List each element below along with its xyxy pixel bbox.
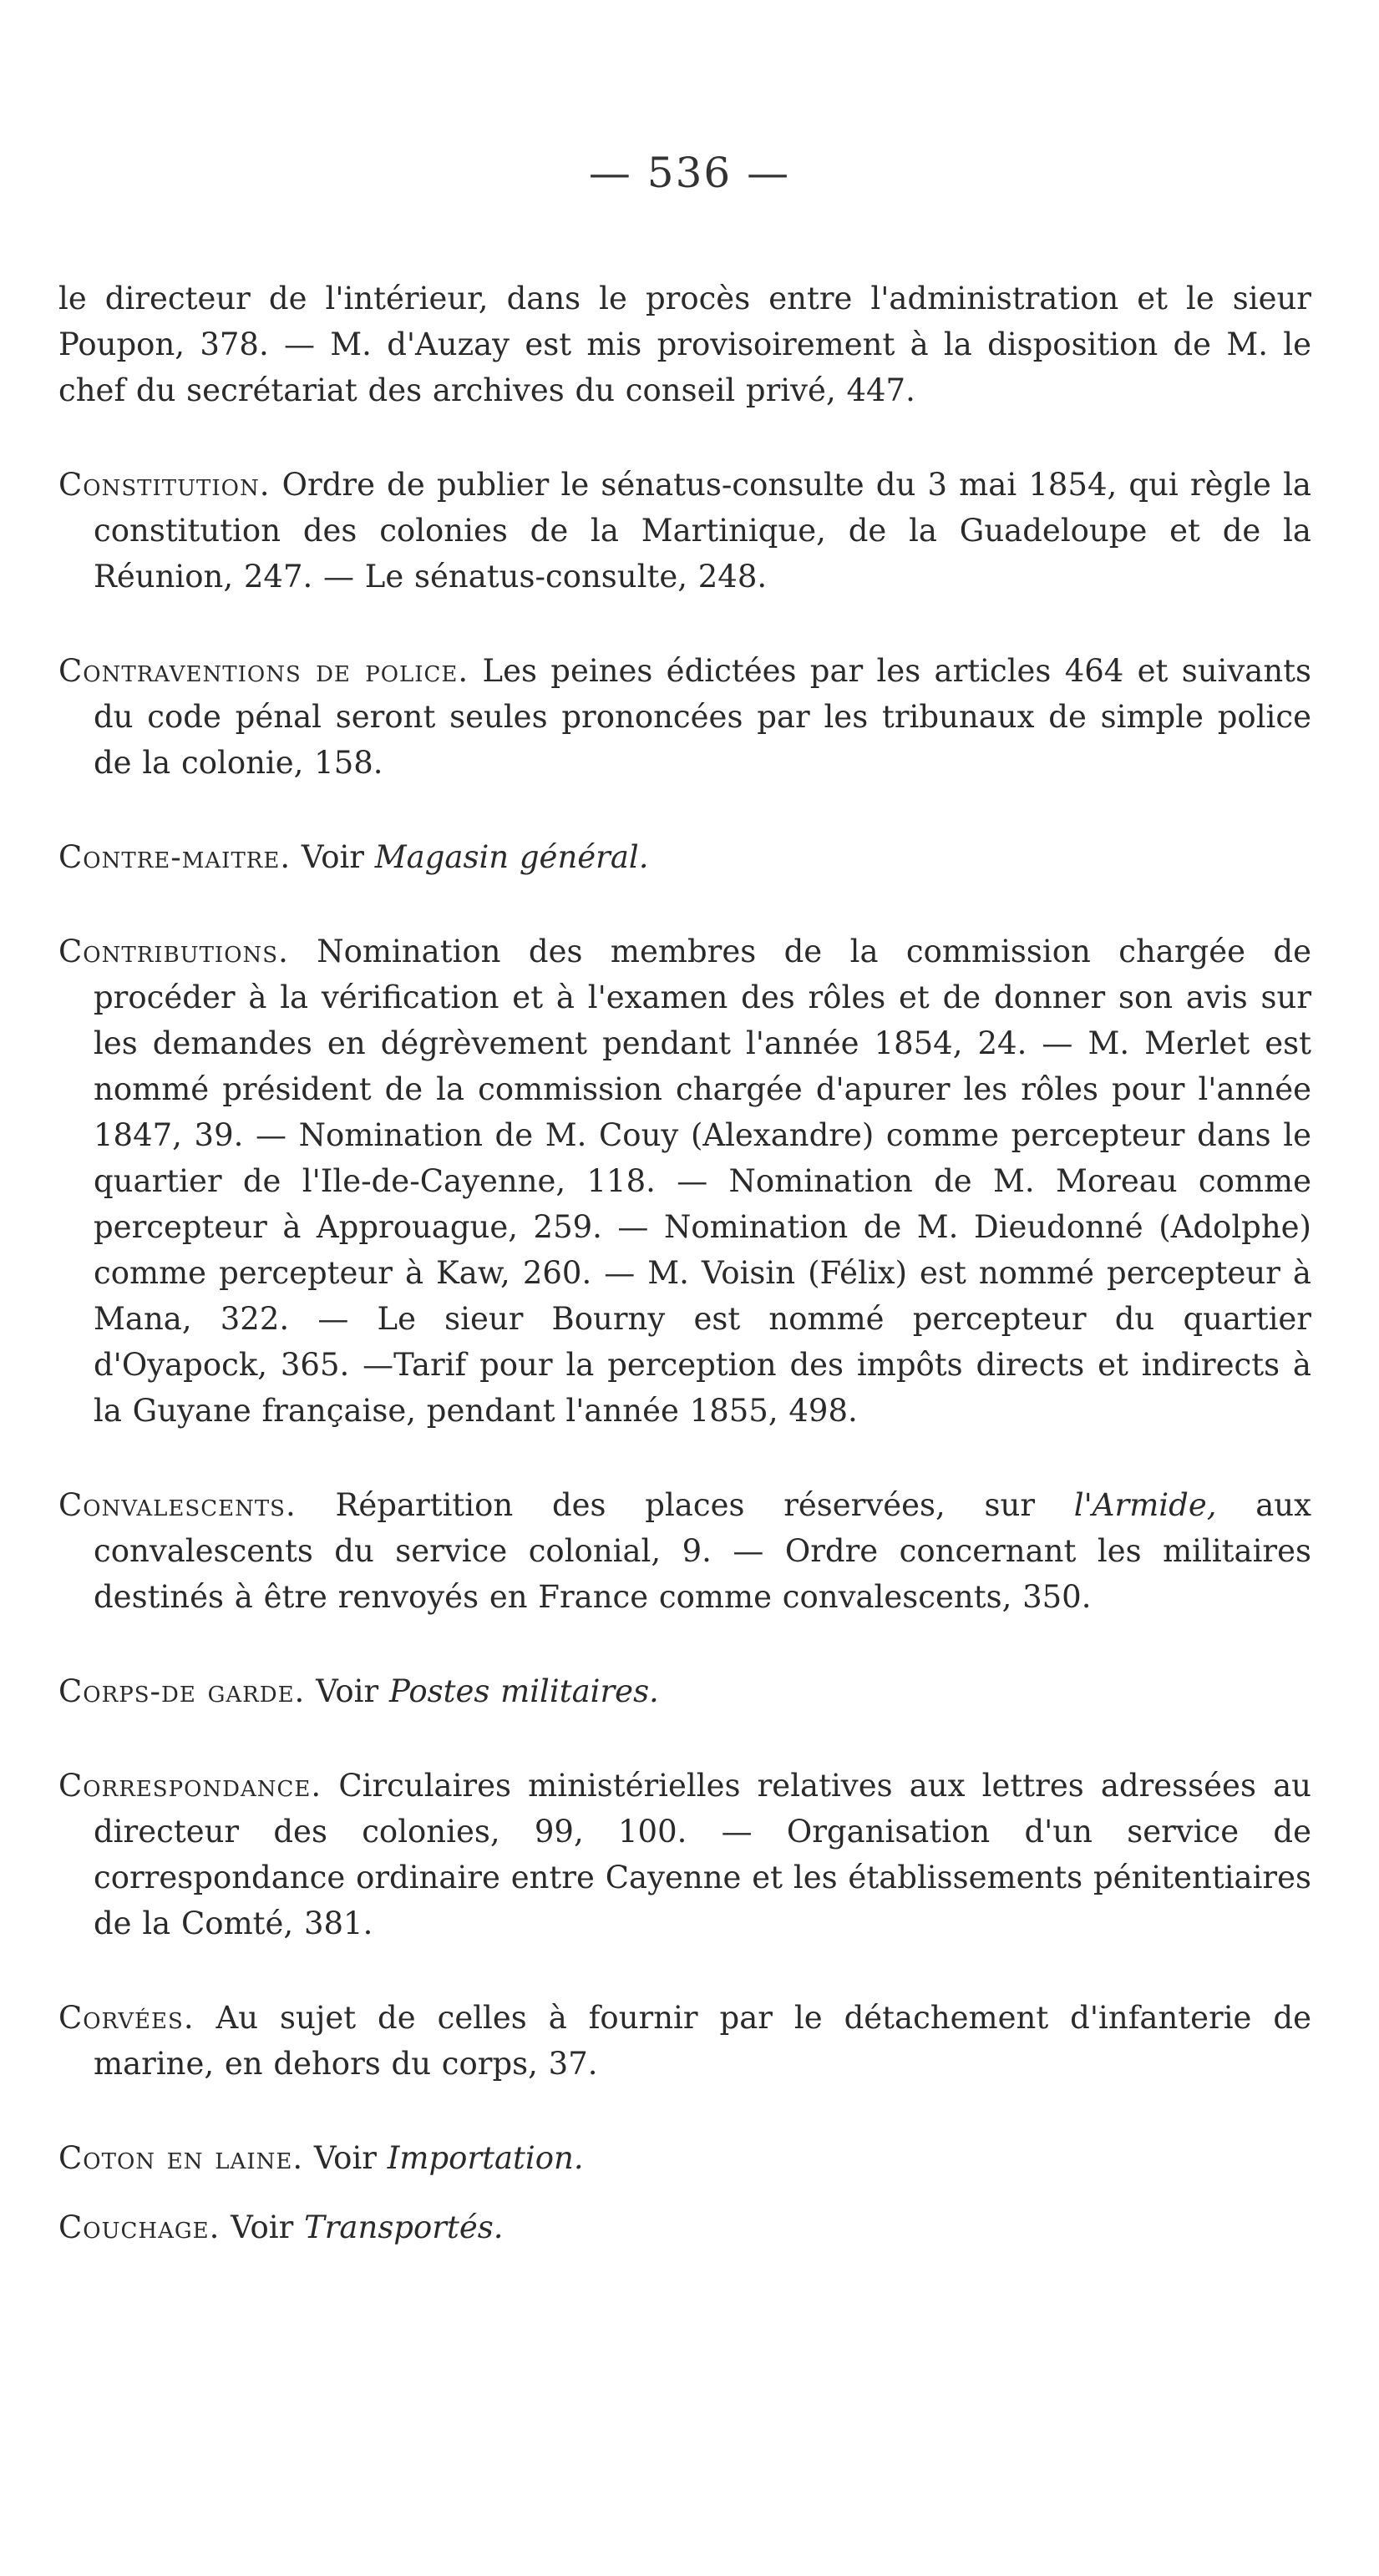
entry-heading: Coton en laine.: [58, 2140, 304, 2176]
entry-cross-reference: Importation.: [387, 2140, 584, 2176]
entry-text: Nomination des membres de la commission chargée de procéder à la vérification et à l'examen des rôles et de donner son avis sur les demandes en dégrèvement pendant l'année 1854, 24. — M. Merlet est nommé président de la commission chargée d'apurer les rôles pour l'année 1847, 39. — Nomination de M. Couy (Alexandre) comme percepteur dans le quartier de l'Ile-de-Cayenne, 118. — Nomination de M. Moreau comme percepteur à Approuague, 259. — Nomination de M. Dieudonné (Adolphe) comme percepteur à Kaw, 260. — M. Voisin (Félix) est nommé percepteur à Mana, 322. — Le sieur Bourny est nommé percepteur du quartier d'Oyapock, 365. —Tarif pour la perception des impôts directs et indirects à la Guyane française, pendant l'année 1855, 498.: [94, 934, 1311, 1429]
entry-text: Voir: [231, 2209, 294, 2245]
entry-cross-reference: Magasin général.: [374, 839, 649, 875]
entry-heading: Contraventions de police.: [58, 653, 469, 689]
index-entry-constitution: [58, 462, 1311, 600]
entry-text: Répartition des places réservées, sur: [335, 1487, 1036, 1523]
entry-heading: Corps-de garde.: [58, 1673, 306, 1709]
entry-text: Voir: [301, 839, 364, 875]
entry-text-continued: aux convalescents du service colonial, 9. — Ordre concernant les militaires destinés à être renvoyés en France comme convalescents, 350.: [94, 1487, 1311, 1615]
index-entry-couchage: [58, 2204, 1311, 2250]
entry-heading: Correspondance.: [58, 1768, 322, 1804]
entry-text: Voir: [313, 2140, 377, 2176]
entry-text: Voir: [316, 1673, 379, 1709]
index-entry-correspondance: [58, 1763, 1311, 1946]
index-entry-contraventions: [58, 648, 1311, 786]
entry-cross-reference: Postes militaires.: [388, 1673, 659, 1709]
index-entry-contre-maitre: [58, 834, 1311, 880]
entry-text: Circulaires ministérielles relatives aux lettres adressées au directeur des colonies, 99, 100. — Organisation d'un service de correspondance ordinaire entre Cayenne et les établissements pénitentiaires de la Comté, 381.: [94, 1768, 1311, 1941]
entry-heading: Couchage.: [58, 2209, 221, 2245]
index-entry-corvees: [58, 1995, 1311, 2087]
entry-text: Ordre de publier le sénatus-consulte du 3 mai 1854, qui règle la constitution des colonies de la Martinique, de la Guadeloupe et de la Réunion, 247. — Le sénatus-consulte, 248.: [94, 467, 1311, 595]
entry-heading: Constitution.: [58, 467, 271, 503]
entry-text: Au sujet de celles à fournir par le détachement d'infanterie de marine, en dehors du corps, 37.: [94, 2000, 1311, 2082]
index-entries: [58, 276, 1311, 2299]
entry-heading: Contre-maitre.: [58, 839, 292, 875]
index-entry-coton: [58, 2135, 1311, 2181]
index-entry-convalescents: [58, 1482, 1311, 1620]
entry-heading: Corvées.: [58, 2000, 195, 2036]
index-entry-corps-de-garde: [58, 1668, 1311, 1714]
entry-cross-reference: Transportés.: [304, 2209, 504, 2245]
page-number: — 536 —: [588, 149, 791, 197]
index-entry-contributions: [58, 929, 1311, 1434]
entry-text: le directeur de l'intérieur, dans le procès entre l'administration et le sieur Poupon, 378. — M. d'Auzay est mis provisoirement à la disposition de M. le chef du secrétariat des archives du conseil privé, 447.: [58, 281, 1311, 408]
entry-heading: Contributions.: [58, 934, 289, 969]
entry-ship-name: l'Armide,: [1073, 1487, 1217, 1523]
entry-text: Les peines édictées par les articles 464 et suivants du code pénal seront seules prononcées par les tribunaux de simple police de la colonie, 158.: [94, 653, 1312, 781]
entry-heading: Convalescents.: [58, 1487, 297, 1523]
index-entry-continuation: [58, 276, 1311, 413]
